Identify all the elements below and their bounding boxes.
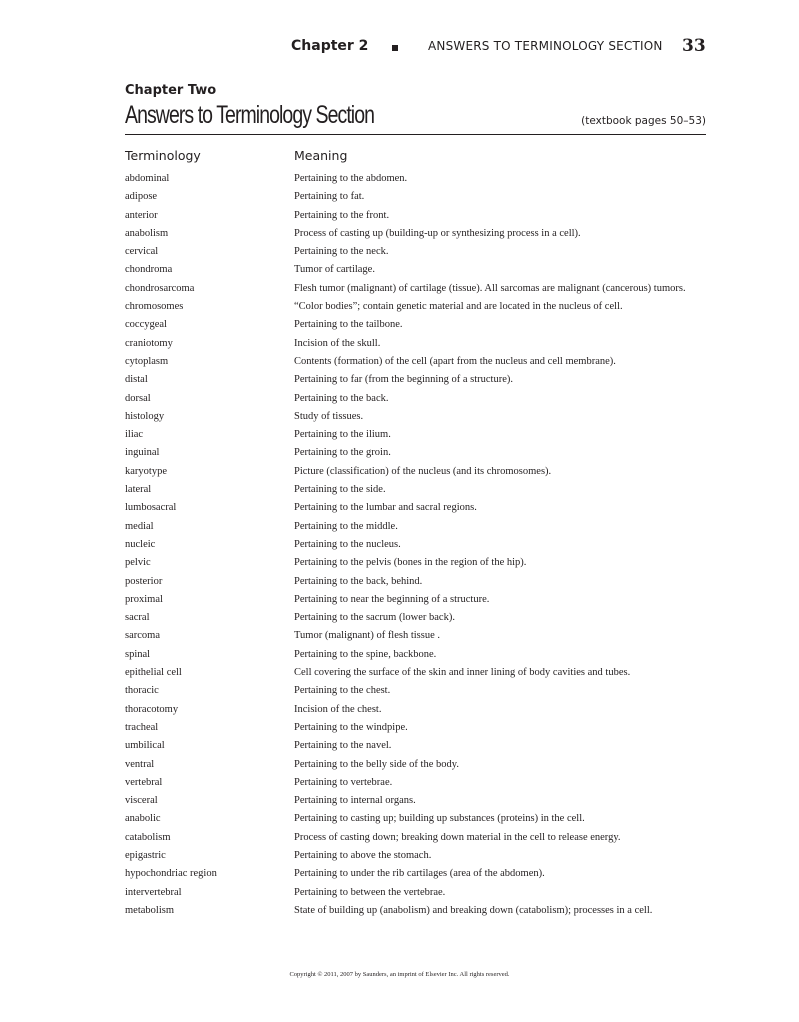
term-meaning: Pertaining to the back, behind.	[294, 575, 423, 587]
term: dorsal	[125, 392, 151, 404]
term-row	[125, 501, 725, 515]
term: lateral	[125, 484, 152, 496]
copyright-notice: Copyright © 2011, 2007 by Saunders, an imprint of Elsevier Inc. All rights reserved.	[289, 971, 510, 978]
section-title: Answers to Terminology Section	[125, 101, 375, 129]
term-row	[125, 337, 725, 351]
term: craniotomy	[125, 337, 173, 349]
term-meaning: Pertaining to the windpipe.	[294, 721, 408, 733]
column-header-meaning: Meaning	[294, 148, 348, 163]
term-row	[125, 739, 725, 753]
term-meaning: Pertaining to far (from the beginning of a structure).	[294, 374, 513, 386]
term-meaning: Incision of the skull.	[294, 337, 381, 349]
term-meaning: “Color bodies”; contain genetic material and are located in the nucleus of cell.	[294, 301, 623, 313]
term-meaning: Pertaining to under the rib cartilages (area of the abdomen).	[294, 868, 545, 880]
term-row	[125, 886, 725, 900]
term-row	[125, 575, 725, 589]
term: chromosomes	[125, 301, 184, 313]
term-meaning: Pertaining to the abdomen.	[294, 173, 408, 184]
term-meaning: Pertaining to the ilium.	[294, 429, 391, 441]
term: distal	[125, 374, 148, 386]
term-meaning: Pertaining to near the beginning of a structure.	[294, 593, 490, 605]
term-meaning: Process of casting up (building-up or synthesizing process in a cell).	[294, 227, 581, 239]
term-row	[125, 611, 725, 625]
term-meaning: Incision of the chest.	[294, 703, 382, 715]
term-row	[125, 794, 725, 808]
term: sarcoma	[125, 630, 160, 642]
term: abdominal	[125, 173, 170, 184]
term-meaning: Pertaining to the neck.	[294, 246, 389, 258]
term-meaning: Pertaining to the back.	[294, 392, 389, 404]
term-row	[125, 593, 725, 607]
term-row	[125, 446, 725, 460]
term: anabolism	[125, 227, 169, 239]
term: inguinal	[125, 447, 160, 459]
term-row	[125, 849, 725, 863]
term-meaning: Pertaining to internal organs.	[294, 795, 416, 807]
term-row	[125, 263, 725, 277]
term-row	[125, 392, 725, 406]
term-meaning: Pertaining to the sacrum (lower back).	[294, 612, 455, 624]
term-meaning: Picture (classification) of the nucleus (and its chromosomes).	[294, 465, 552, 477]
term-meaning: Pertaining to the spine, backbone.	[294, 648, 437, 660]
term-row	[125, 904, 725, 918]
term: coccygeal	[125, 319, 167, 331]
term: intervertebral	[125, 886, 182, 898]
running-header-section: ANSWERS TO TERMINOLOGY SECTION	[428, 39, 663, 53]
term: cervical	[125, 246, 159, 258]
term-row	[125, 227, 725, 241]
term-row	[125, 282, 725, 296]
term-row	[125, 703, 725, 717]
term: ventral	[125, 758, 155, 770]
term: medial	[125, 520, 154, 532]
term-meaning: Pertaining to the chest.	[294, 685, 391, 697]
term-meaning: State of building up (anabolism) and breaking down (catabolism); processes in a cell.	[294, 904, 653, 916]
term: adipose	[125, 191, 158, 203]
term-meaning: Pertaining to the pelvis (bones in the region of the hip).	[294, 557, 527, 569]
term-meaning: Cell covering the surface of the skin and inner lining of body cavities and tubes.	[294, 667, 631, 679]
term-row	[125, 538, 725, 552]
page-number: 33	[682, 36, 706, 56]
term: umbilical	[125, 740, 165, 752]
term-meaning: Flesh tumor (malignant) of cartilage (tissue). All sarcomas are malignant (cancerous) tumors.	[294, 282, 686, 294]
term-meaning: Pertaining to fat.	[294, 191, 365, 203]
title-divider	[125, 134, 706, 135]
textbook-page-reference: (textbook pages 50–53)	[581, 115, 706, 127]
term-meaning: Contents (formation) of the cell (apart from the nucleus and cell membrane).	[294, 355, 616, 367]
term-row	[125, 776, 725, 790]
term-meaning: Pertaining to the groin.	[294, 447, 391, 459]
chapter-label: Chapter Two	[125, 83, 217, 98]
term: posterior	[125, 575, 163, 587]
terminology-list	[125, 172, 725, 918]
term: chondroma	[125, 264, 173, 276]
term-meaning: Pertaining to the navel.	[294, 740, 392, 752]
term-row	[125, 666, 725, 680]
term: thoracotomy	[125, 703, 179, 715]
term-row	[125, 556, 725, 570]
term: epithelial cell	[125, 667, 182, 679]
term-meaning: Pertaining to between the vertebrae.	[294, 886, 446, 898]
term-meaning: Pertaining to the side.	[294, 484, 386, 496]
term: hypochondriac region	[125, 868, 217, 880]
term: cytoplasm	[125, 355, 169, 367]
term-row	[125, 245, 725, 259]
term-row	[125, 410, 725, 424]
term-meaning: Pertaining to the tailbone.	[294, 319, 403, 331]
term-meaning: Pertaining to above the stomach.	[294, 849, 432, 861]
term: epigastric	[125, 849, 166, 861]
running-header	[0, 36, 799, 62]
term: metabolism	[125, 904, 174, 916]
term-meaning: Pertaining to the front.	[294, 209, 390, 221]
term-row	[125, 465, 725, 479]
term: anterior	[125, 209, 158, 221]
bullet-separator	[392, 45, 398, 51]
term-meaning: Study of tissues.	[294, 410, 364, 422]
term-meaning: Pertaining to the middle.	[294, 520, 398, 532]
term: sacral	[125, 612, 150, 624]
term: catabolism	[125, 831, 171, 843]
term-row	[125, 428, 725, 442]
term-row	[125, 483, 725, 497]
term-row	[125, 318, 725, 332]
term-row	[125, 172, 725, 186]
term: lumbosacral	[125, 502, 177, 514]
term: vertebral	[125, 776, 163, 788]
term-meaning: Pertaining to casting up; building up substances (proteins) in the cell.	[294, 813, 585, 825]
term: anabolic	[125, 813, 161, 825]
term-meaning: Pertaining to the lumbar and sacral regions.	[294, 502, 477, 514]
term: pelvic	[125, 557, 151, 569]
term-row	[125, 355, 725, 369]
term-row	[125, 629, 725, 643]
term-row	[125, 209, 725, 223]
term-row	[125, 721, 725, 735]
term-meaning: Pertaining to the nucleus.	[294, 538, 401, 550]
term: tracheal	[125, 721, 159, 733]
term-row	[125, 867, 725, 881]
term: chondrosarcoma	[125, 282, 195, 294]
term: nucleic	[125, 538, 156, 550]
term: proximal	[125, 593, 163, 605]
title-row	[125, 101, 706, 134]
term-row	[125, 190, 725, 204]
running-header-chapter: Chapter 2	[291, 38, 369, 54]
term-meaning: Pertaining to vertebrae.	[294, 776, 393, 788]
term-meaning: Tumor (malignant) of flesh tissue .	[294, 630, 441, 642]
term: karyotype	[125, 465, 167, 477]
term: spinal	[125, 648, 151, 660]
term-meaning: Process of casting down; breaking down material in the cell to release energy.	[294, 831, 621, 843]
term-row	[125, 831, 725, 845]
term-row	[125, 812, 725, 826]
term: iliac	[125, 429, 144, 441]
term-row	[125, 373, 725, 387]
term-meaning: Tumor of cartilage.	[294, 264, 375, 276]
column-header-terminology: Terminology	[125, 148, 201, 163]
term-row	[125, 300, 725, 314]
term-row	[125, 758, 725, 772]
term-row	[125, 520, 725, 534]
term: histology	[125, 410, 165, 422]
term-meaning: Pertaining to the belly side of the body.	[294, 758, 459, 770]
term: thoracic	[125, 685, 159, 697]
term: visceral	[125, 795, 158, 807]
term-row	[125, 648, 725, 662]
term-row	[125, 684, 725, 698]
